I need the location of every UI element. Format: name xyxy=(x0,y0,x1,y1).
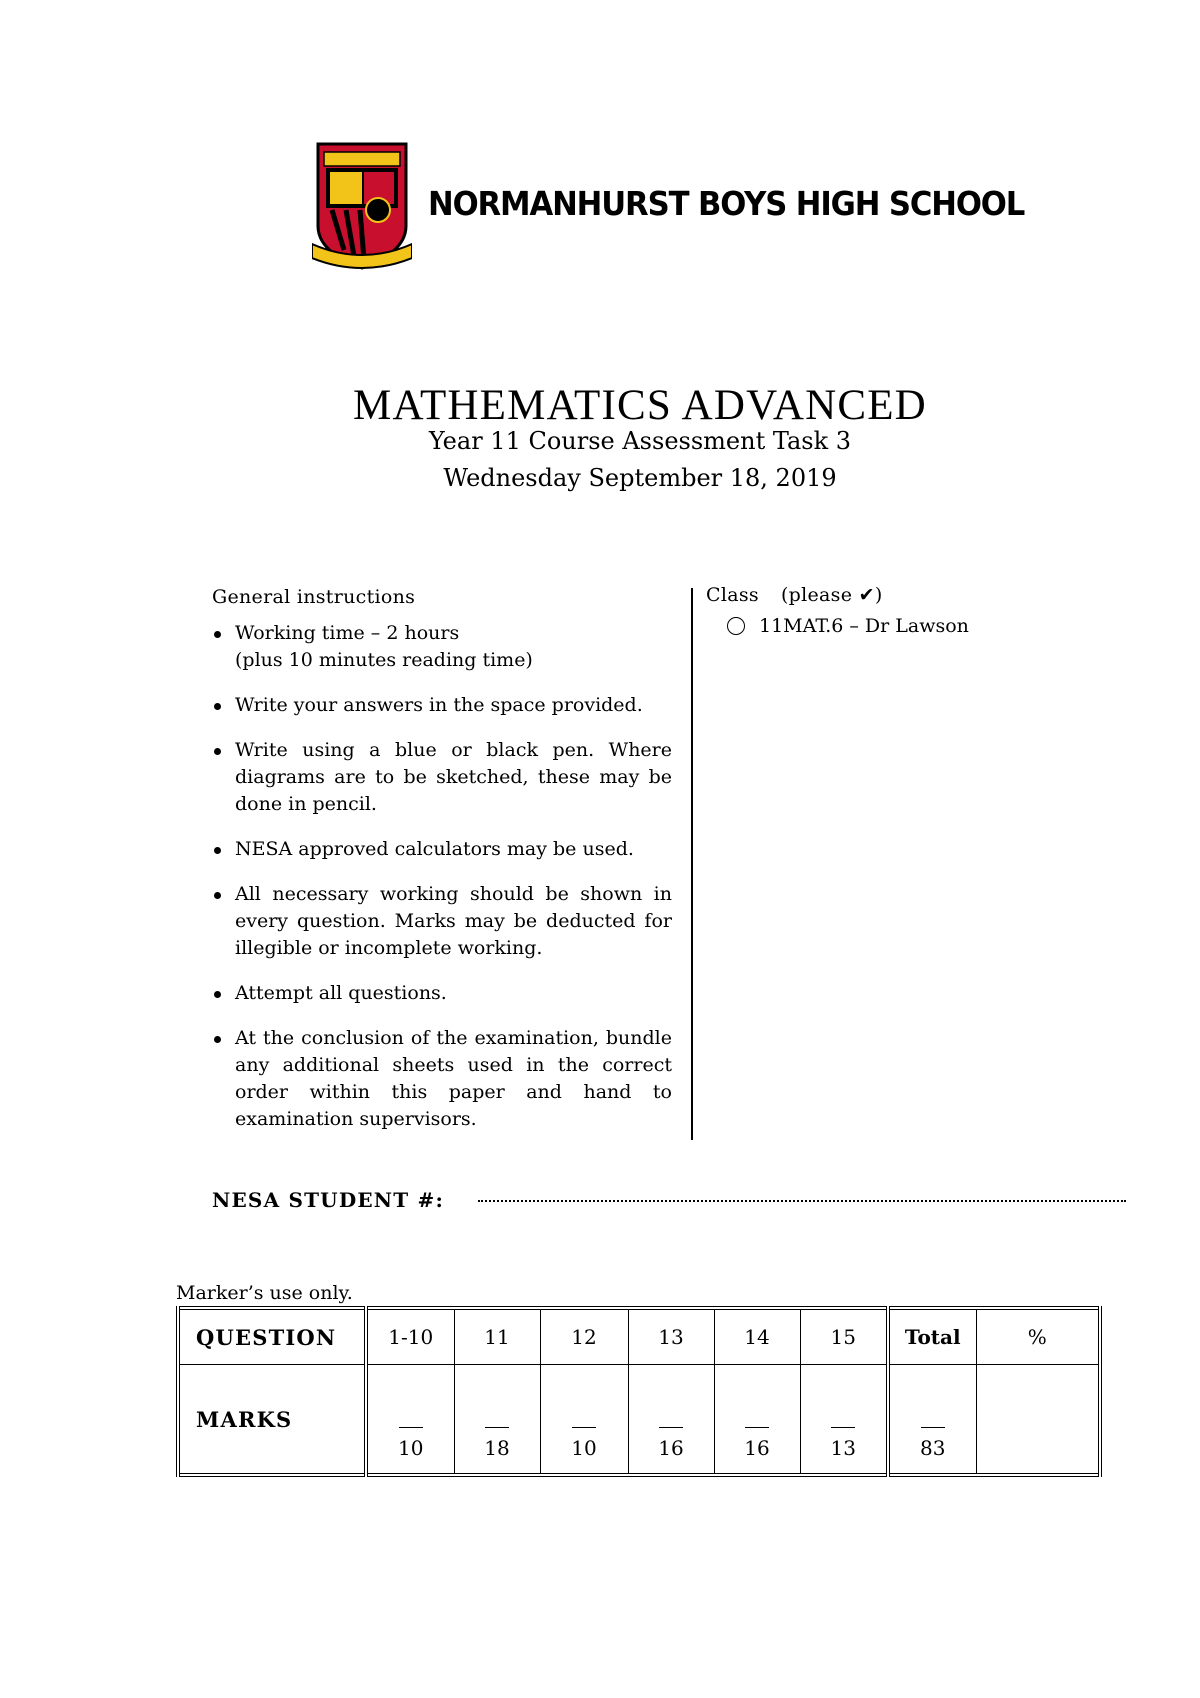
max-mark: 10 xyxy=(398,1435,424,1460)
list-item: Write your answers in the space provided. xyxy=(212,692,672,719)
student-number-field[interactable] xyxy=(478,1200,1126,1202)
marks-cell[interactable] xyxy=(800,1365,888,1476)
marks-cell[interactable] xyxy=(628,1365,714,1476)
question-row-label: QUESTION xyxy=(178,1308,366,1365)
class-option[interactable] xyxy=(727,615,969,637)
exam-date: Wednesday September 18, 2019 xyxy=(443,464,837,492)
question-cell: 13 xyxy=(628,1308,714,1365)
list-item: All necessary working should be shown in every question. Marks may be deducted for illegible or incomplete working. xyxy=(212,881,672,962)
class-option-label: 11MAT.6 – Dr Lawson xyxy=(759,615,969,637)
table-row xyxy=(178,1365,1100,1476)
marks-row-label-text: MARKS xyxy=(196,1406,293,1432)
instruction-text: (plus 10 minutes reading time) xyxy=(235,649,533,671)
class-selection xyxy=(706,584,969,637)
school-name: NORMANHURST BOYS HIGH SCHOOL xyxy=(428,184,1025,223)
exam-title: MATHEMATICS ADVANCED xyxy=(353,382,927,429)
percent-header: % xyxy=(976,1308,1100,1365)
exam-subtitle: Year 11 Course Assessment Task 3 xyxy=(428,427,852,455)
marks-table xyxy=(176,1306,1102,1477)
marks-row-label xyxy=(178,1365,366,1476)
class-heading xyxy=(706,584,969,606)
total-cell[interactable] xyxy=(888,1365,976,1476)
marks-cell[interactable] xyxy=(540,1365,628,1476)
total-max: 83 xyxy=(920,1435,946,1460)
max-mark: 16 xyxy=(658,1435,684,1460)
question-cell: 14 xyxy=(714,1308,800,1365)
question-cell: 15 xyxy=(800,1308,888,1365)
marker-label: Marker’s use only. xyxy=(176,1282,353,1304)
instruction-text: Working time – 2 hours xyxy=(235,622,460,644)
class-radio[interactable] xyxy=(727,617,745,635)
question-cell: 11 xyxy=(454,1308,540,1365)
marks-cell[interactable] xyxy=(714,1365,800,1476)
max-mark: 16 xyxy=(744,1435,770,1460)
instructions-list xyxy=(212,620,672,1133)
max-mark: 10 xyxy=(571,1435,597,1460)
list-item xyxy=(212,620,672,674)
list-item: At the conclusion of the examination, bundle any additional sheets used in the correct order within this paper and hand to examination supervisors. xyxy=(212,1025,672,1133)
total-header: Total xyxy=(888,1308,976,1365)
marks-cell[interactable] xyxy=(454,1365,540,1476)
column-divider xyxy=(691,588,693,1140)
marks-cell[interactable] xyxy=(366,1365,454,1476)
max-mark: 18 xyxy=(484,1435,510,1460)
class-hint: (please ✔) xyxy=(780,584,883,606)
max-mark: 13 xyxy=(830,1435,856,1460)
class-label: Class xyxy=(706,584,759,606)
list-item: Write using a blue or black pen. Where diagrams are to be sketched, these may be done in pencil. xyxy=(212,737,672,818)
list-item: NESA approved calculators may be used. xyxy=(212,836,672,863)
question-cell: 1-10 xyxy=(366,1308,454,1365)
school-crest-logo xyxy=(312,140,412,272)
table-row xyxy=(178,1308,1100,1365)
question-cell: 12 xyxy=(540,1308,628,1365)
instructions-heading: General instructions xyxy=(212,586,416,608)
list-item: Attempt all questions. xyxy=(212,980,672,1007)
percent-cell[interactable] xyxy=(976,1365,1100,1476)
general-instructions xyxy=(212,584,672,1151)
student-number-label: NESA STUDENT #: xyxy=(212,1188,445,1212)
